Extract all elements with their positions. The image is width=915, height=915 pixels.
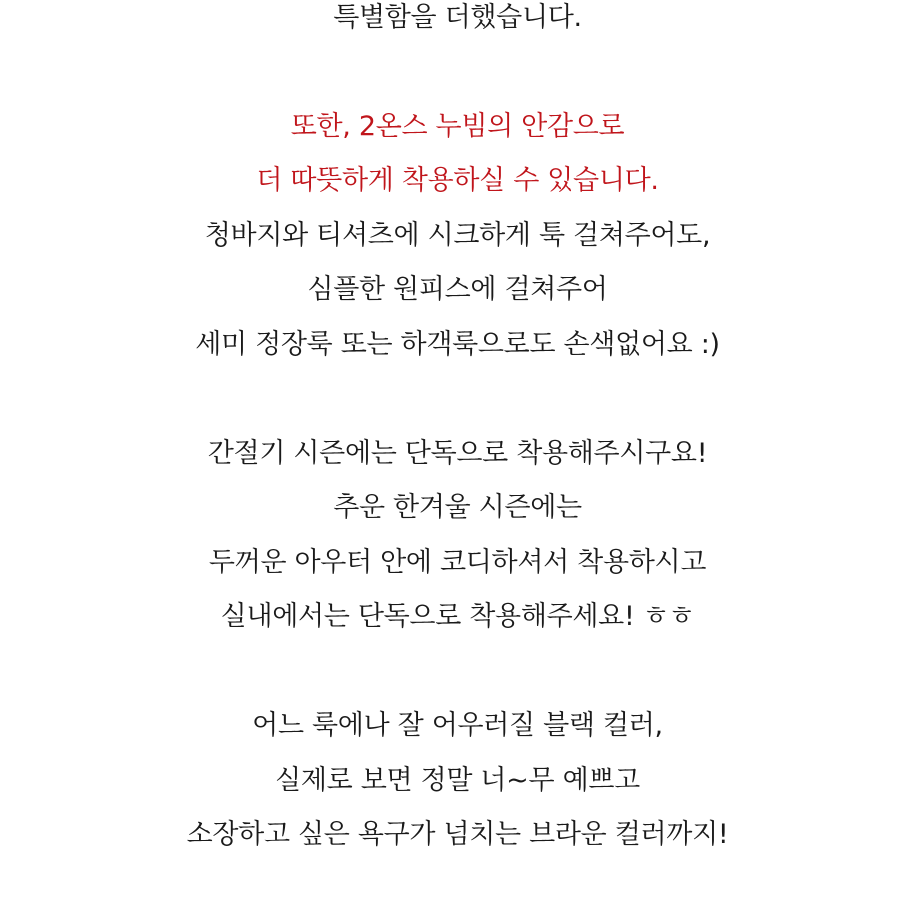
text-line-6: 세미 정장룩 또는 하객룩으로도 손색없어요 :) [195, 329, 720, 360]
text-line-1: 특별함을 더했습니다. [333, 2, 582, 33]
text-line-12: 실제로 보면 정말 너~무 예쁘고 [275, 765, 640, 796]
text-line-13: 소장하고 싶은 욕구가 넘치는 브라운 컬러까지! [186, 819, 729, 850]
text-line-8: 추운 한겨울 시즌에는 [333, 492, 582, 523]
text-line-9: 두꺼운 아우터 안에 코디하셔서 착용하시고 [208, 547, 707, 578]
text-line-10: 실내에서는 단독으로 착용해주세요! ㅎㅎ [220, 601, 695, 632]
highlighted-line-2: 더 따뜻하게 착용하실 수 있습니다. [256, 165, 659, 196]
text-line-11: 어느 룩에나 잘 어우러질 블랙 컬러, [252, 710, 663, 741]
text-line-4: 청바지와 티셔츠에 시크하게 툭 걸쳐주어도, [204, 220, 711, 251]
highlighted-line-1: 또한, 2온스 누빔의 안감으로 [290, 111, 625, 142]
text-line-5: 심플한 원피스에 걸쳐주어 [307, 274, 608, 305]
text-line-7: 간절기 시즌에는 단독으로 착용해주시구요! [207, 438, 708, 469]
